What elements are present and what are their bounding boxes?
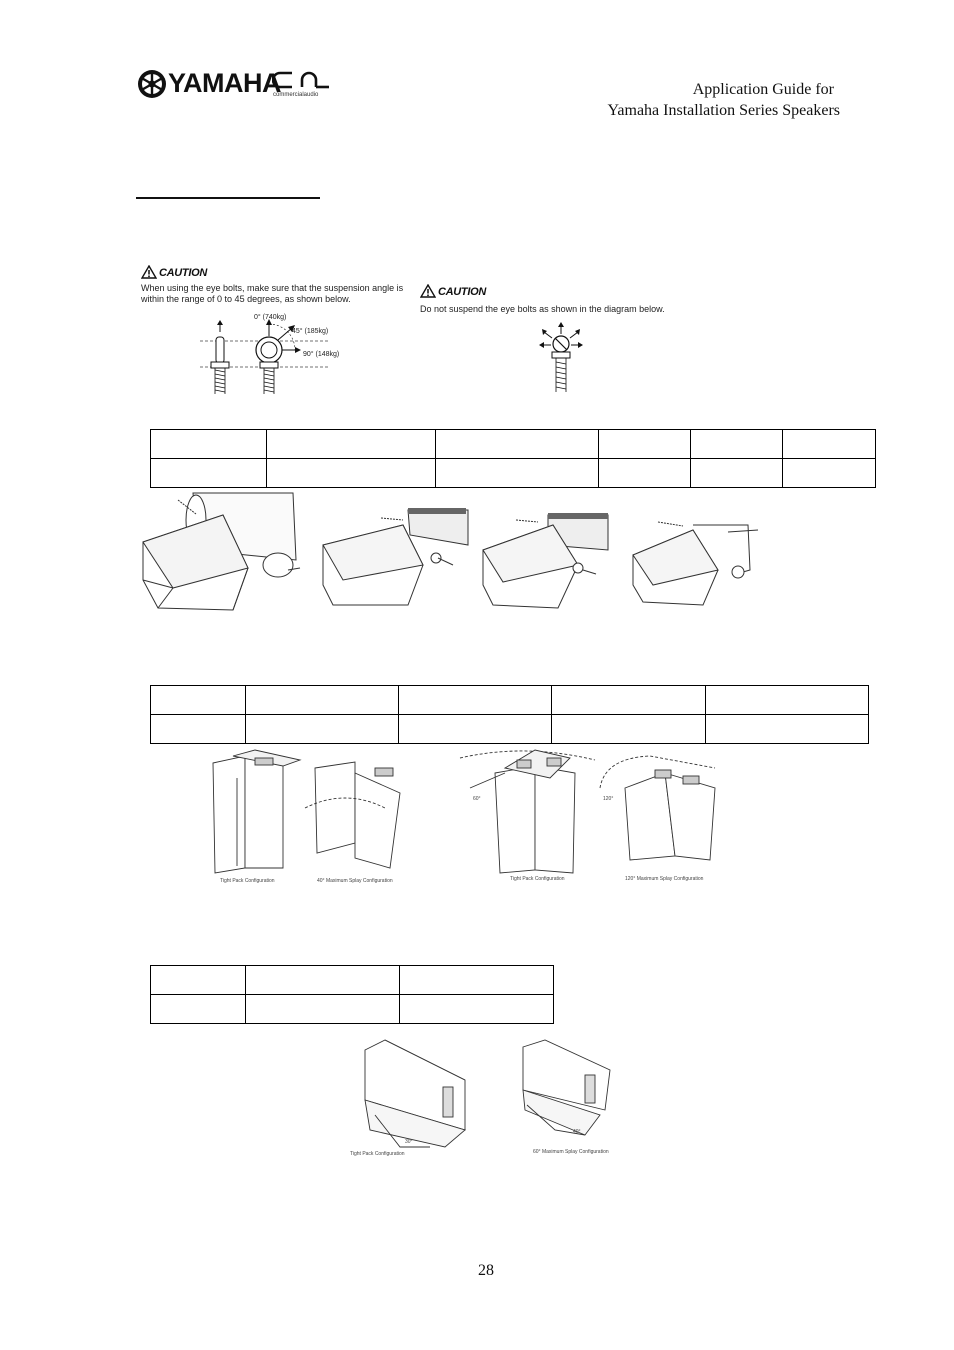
table-cell xyxy=(436,430,599,459)
table-cell xyxy=(691,459,783,488)
table-row xyxy=(151,459,876,488)
table-cell xyxy=(399,686,552,715)
table-row xyxy=(151,995,554,1024)
table-row xyxy=(151,966,554,995)
stacked-tight-pack-illustration xyxy=(365,1040,465,1147)
table-cell xyxy=(151,715,246,744)
angle-label-0: 0° (740kg) xyxy=(254,314,287,321)
warning-triangle-icon xyxy=(141,265,157,279)
stacked-speaker-illustrations xyxy=(345,1035,635,1160)
table-cell xyxy=(599,430,691,459)
table-cell xyxy=(267,459,436,488)
speaker-bracket-illustration-3 xyxy=(483,513,608,608)
table-row xyxy=(151,430,876,459)
u-bracket-speaker-illustrations xyxy=(138,490,778,620)
config-caption: 60° Maximum Splay Configuration xyxy=(533,1149,609,1155)
caution-title: CAUTION xyxy=(438,286,487,298)
angle-caption: 40° xyxy=(573,1129,581,1135)
array-tight-pack-illustration-1 xyxy=(213,750,300,873)
speaker-bracket-illustration-4 xyxy=(633,522,758,605)
table-cell xyxy=(599,459,691,488)
angle-caption: 120° xyxy=(603,796,614,802)
commercial-audio-sublabel: commercialaudio xyxy=(273,92,319,98)
table-cell xyxy=(151,430,267,459)
table-cell xyxy=(552,715,706,744)
caution-title: CAUTION xyxy=(159,267,208,279)
spec-table-1 xyxy=(150,429,876,488)
yamaha-tuning-fork-logo-icon xyxy=(137,69,167,99)
table-cell xyxy=(246,966,400,995)
spec-table-3 xyxy=(150,965,554,1024)
table-cell xyxy=(783,430,876,459)
table-cell xyxy=(246,995,400,1024)
caution-text: When using the eye bolts, make sure that the suspension angle is within the range of 0 to 45 degrees, as shown below. xyxy=(141,283,404,304)
table-cell xyxy=(399,715,552,744)
table-row xyxy=(151,686,869,715)
array-tight-pack-illustration-2 xyxy=(460,750,595,873)
speaker-bracket-illustration-1 xyxy=(143,493,300,610)
table-cell xyxy=(400,966,554,995)
angle-label-45: 45° (185kg) xyxy=(292,328,329,335)
guide-title-line1: Application Guide for xyxy=(692,81,834,98)
caution-text: Do not suspend the eye bolts as shown in the diagram below. xyxy=(420,304,665,314)
speaker-bracket-illustration-2 xyxy=(323,508,468,605)
section-heading-underline xyxy=(136,197,320,199)
guide-title-line2: Yamaha Installation Series Speakers xyxy=(607,102,840,119)
table-cell xyxy=(706,686,869,715)
table-cell xyxy=(151,686,246,715)
angle-caption: 60° xyxy=(473,796,481,802)
config-caption: Tight Pack Configuration xyxy=(350,1151,405,1157)
table-cell xyxy=(151,966,246,995)
commercial-audio-logo-icon xyxy=(272,70,332,92)
table-cell xyxy=(436,459,599,488)
angle-label-90: 90° (148kg) xyxy=(303,351,340,358)
table-cell xyxy=(400,995,554,1024)
table-cell xyxy=(552,686,706,715)
config-caption: 120° Maximum Splay Configuration xyxy=(625,876,704,882)
warning-triangle-icon xyxy=(420,284,436,298)
yamaha-wordmark: YAMAHA xyxy=(168,68,282,98)
table-cell xyxy=(267,430,436,459)
stacked-splay-illustration xyxy=(523,1040,610,1135)
table-cell xyxy=(691,430,783,459)
spec-table-2 xyxy=(150,685,869,744)
page-number: 28 xyxy=(478,1262,494,1279)
table-row xyxy=(151,715,869,744)
array-configuration-illustrations xyxy=(205,748,725,890)
array-splay-illustration-2 xyxy=(600,756,715,860)
eye-bolt-angle-labels xyxy=(252,310,382,372)
config-caption: 40° Maximum Splay Configuration xyxy=(317,878,393,884)
table-cell xyxy=(246,686,399,715)
table-cell xyxy=(706,715,869,744)
angle-caption: 30° xyxy=(405,1139,413,1145)
config-caption: Tight Pack Configuration xyxy=(510,876,565,882)
table-cell xyxy=(246,715,399,744)
table-cell xyxy=(151,459,267,488)
table-cell xyxy=(783,459,876,488)
prohibited-eye-bolt-diagram xyxy=(538,320,584,396)
array-splay-illustration-1 xyxy=(305,762,400,868)
table-cell xyxy=(151,995,246,1024)
config-caption: Tight Pack Configuration xyxy=(220,878,275,884)
